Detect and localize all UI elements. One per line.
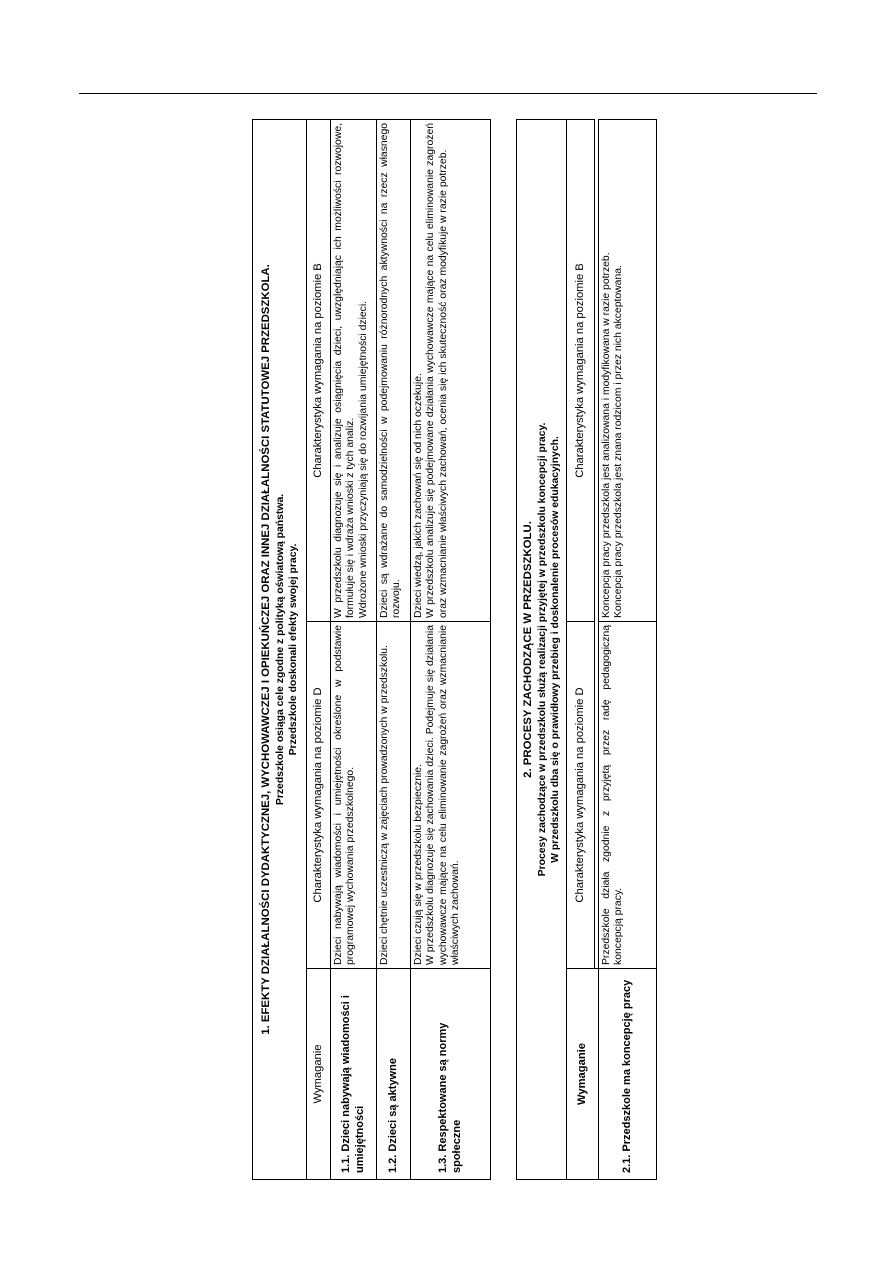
column-header-requirement: Wymaganie bbox=[567, 969, 599, 1180]
level-d-2-1 bbox=[599, 622, 657, 969]
section-2-improvement: W przedszkolu dba się o prawidłowy przebieg i doskonalenie procesów edukacyjnych. bbox=[549, 436, 561, 863]
page-header-rule bbox=[79, 93, 817, 94]
level-b-text: Dzieci są wdrażane do samodzielności w podejmowaniu różnorodnych aktywności na rzecz własnego rozwoju. bbox=[379, 122, 403, 618]
requirement-2-1: 2.1. Przedszkole ma koncepcję pracy bbox=[599, 969, 657, 1180]
level-d-text: Dzieci chętnie uczestniczą w zajęciach prowadzonych w przedszkolu. bbox=[379, 645, 390, 965]
level-b-1-3 bbox=[411, 119, 491, 621]
section-2-header bbox=[517, 120, 567, 1180]
level-d-1-1 bbox=[331, 622, 377, 969]
requirement-1-1: 1.1. Dzieci nabywają wiadomości i umiejętności bbox=[331, 969, 377, 1180]
section-1-table bbox=[252, 120, 490, 1180]
level-b-text: Koncepcja pracy przedszkola jest analizowana i modyfikowana w razie potrzeb. bbox=[601, 252, 612, 618]
requirement-1-2: 1.2. Dzieci są aktywne bbox=[377, 969, 411, 1180]
column-header-level-d: Charakterystyka wymagania na poziomie D bbox=[307, 622, 331, 969]
section-1-header bbox=[253, 119, 307, 1179]
section-1-improvement: Przedszkole doskonali efekty swojej pracy. bbox=[287, 543, 299, 756]
table-row bbox=[599, 120, 657, 1180]
section-2-title: 2. PROCESY ZACHODZĄCE W PRZEDSZKOLU. bbox=[522, 521, 535, 778]
level-b-text: W przedszkolu analizuje się podejmowane działania wychowawcze mające na celu eliminowanie zagrożeń oraz wzmacnianie właściwych zachowań, ocenia się ich skuteczność oraz modyfikuje w razie potrzeb. bbox=[425, 122, 449, 618]
section-2-goal: Procesy zachodzące w przedszkolu służą realizacji przyjętej w przedszkolu koncepcji pracy. bbox=[536, 422, 548, 877]
section-1-title: 1. EFEKTY DZIAŁALNOŚCI DYDAKTYCZNEJ, WYCHOWAWCZEJ I OPIEKUŃCZEJ ORAZ INNEJ DZIAŁALNOŚCI STATUTOWEJ PRZEDSZKOLA. bbox=[260, 264, 273, 1035]
table-row bbox=[331, 119, 377, 1179]
column-header-level-b: Charakterystyka wymagania na poziomie B bbox=[307, 119, 331, 621]
level-d-1-3 bbox=[411, 622, 491, 969]
section-2-table bbox=[516, 120, 657, 1180]
level-d-1-2 bbox=[377, 622, 411, 969]
level-d-text: Przedszkole działa zgodnie z przyjętą przez radę pedagogiczną koncepcją pracy. bbox=[601, 625, 625, 965]
level-b-text: Dzieci wiedzą, jakich zachowań się od nich oczekuje. bbox=[413, 373, 424, 618]
column-header-requirement: Wymaganie bbox=[307, 969, 331, 1180]
requirement-1-3: 1.3. Respektowane są normy społeczne bbox=[411, 969, 491, 1180]
column-header-level-b: Charakterystyka wymagania na poziomie B bbox=[567, 120, 595, 622]
level-b-2-1 bbox=[599, 120, 657, 622]
section-1-goal: Przedszkole osiąga cele zgodne z polityką oświatową państwa. bbox=[274, 493, 286, 806]
level-d-text: Dzieci nabywają wiadomości i umiejętności określone w podstawie programowej wychowania przedszkolnego. bbox=[333, 625, 357, 965]
table-row bbox=[377, 119, 411, 1179]
level-b-1-1 bbox=[331, 119, 377, 621]
column-header-level-d: Charakterystyka wymagania na poziomie D bbox=[567, 622, 595, 969]
level-b-text: Koncepcja pracy przedszkola jest znana rodzicom i przez nich akceptowana. bbox=[613, 265, 625, 618]
level-d-text: Dzieci czują się w przedszkolu bezpiecznie. bbox=[413, 764, 424, 965]
level-d-text: W przedszkolu diagnozuje się zachowania dzieci. Podejmuje się działania wychowawcze mające na celu eliminowanie zagrożeń oraz wzmacnianie właściwych zachowań. bbox=[425, 625, 462, 965]
level-b-text: W przedszkolu diagnozuje się i analizuje osiągnięcia dzieci, uwzględniając ich możliwości rozwojowe, formułuje się i wdraża wnioski z tych analiz. bbox=[333, 122, 357, 618]
table-row bbox=[411, 119, 491, 1179]
level-b-text: Wdrożone wnioski przyczyniają się do rozwijania umiejętności dzieci. bbox=[357, 300, 369, 618]
level-b-1-2 bbox=[377, 119, 411, 621]
